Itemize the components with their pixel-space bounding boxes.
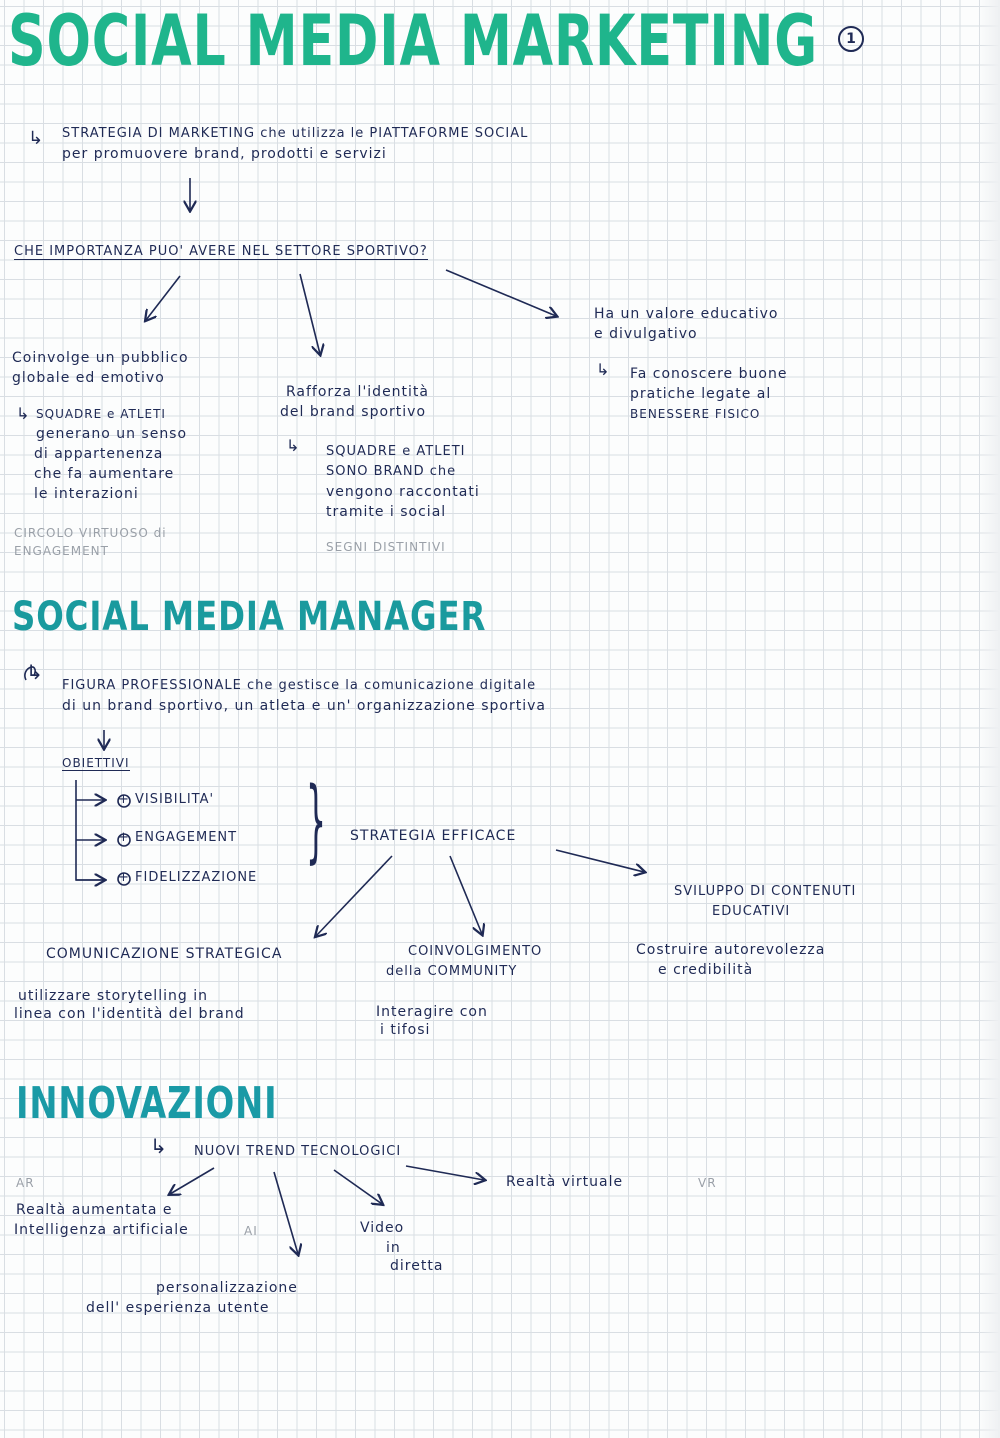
corner-arrow-icon: ↳ — [150, 1134, 168, 1158]
arrow-perso — [274, 1172, 298, 1254]
vr-label: VR — [698, 1176, 717, 1190]
ai-label: AI — [244, 1224, 258, 1238]
branch2-sub4: tramite i social — [326, 504, 447, 520]
branch1-note1: CIRCOLO VIRTUOSO di — [14, 526, 167, 540]
branch1-sub2: generano un senso — [36, 426, 188, 442]
question-heading: CHE IMPORTANZA PUO' AVERE NEL SETTORE SPORTIVO? — [14, 244, 428, 259]
definition-line1: STRATEGIA DI MARKETING che utilizza le PIATTAFORME SOCIAL — [62, 126, 529, 141]
s3-title1: SVILUPPO DI CONTENUTI — [674, 884, 857, 899]
sm-definition-line2: di un brand sportivo, un atleta e un' organizzazione sportiva — [62, 698, 546, 714]
branch3-line1: Ha un valore educativo — [594, 306, 779, 322]
branch1-note2: ENGAGEMENT — [14, 544, 109, 558]
s1-title: COMUNICAZIONE STRATEGICA — [46, 946, 283, 962]
s2-title2: della COMMUNITY — [386, 964, 518, 979]
objectives-label: OBIETTIVI — [62, 756, 130, 770]
definition-line2: per promuovere brand, prodotti e servizi — [62, 146, 387, 162]
branch3-line2: e divulgativo — [594, 326, 698, 342]
branch3-sub3: BENESSERE FISICO — [630, 407, 761, 421]
arrow-branch1 — [146, 276, 180, 320]
ar-line2: Intelligenza artificiale — [14, 1222, 189, 1238]
corner-arrow-icon: ↳ — [16, 404, 31, 423]
brace-icon: } — [306, 768, 327, 873]
arrow-vr — [406, 1166, 484, 1180]
title-social-media-manager: SOCIAL MEDIA MANAGER — [12, 594, 487, 640]
objective-engagement: + ENGAGEMENT — [118, 830, 238, 845]
vr-text: Realtà virtuale — [506, 1174, 624, 1190]
branch2-sub1: SQUADRE e ATLETI — [326, 444, 466, 459]
s3-title2: EDUCATIVI — [712, 904, 791, 919]
branch2-line1: Rafforza l'identità — [286, 384, 430, 400]
branch2-note: SEGNI DISTINTIVI — [326, 540, 446, 554]
objectives-tree — [76, 780, 104, 880]
branch1-sub4: che fa aumentare — [34, 466, 175, 482]
corner-arrow-icon: ↳ — [28, 128, 45, 149]
innov-subtitle: NUOVI TREND TECNOLOGICI — [194, 1144, 402, 1159]
arrow-branch2 — [300, 274, 320, 354]
branch1-line1: Coinvolge un pubblico — [12, 350, 189, 366]
arrow-branch3 — [446, 270, 556, 316]
branch3-sub2: pratiche legate al — [630, 386, 772, 402]
strategy-label: STRATEGIA EFFICACE — [350, 828, 517, 844]
branch1-line2: globale ed emotivo — [12, 370, 165, 386]
branch3-sub1: Fa conoscere buone — [630, 366, 788, 382]
perso-line2: dell' esperienza utente — [86, 1300, 270, 1316]
corner-arrow-icon: ↳ — [286, 436, 301, 455]
branch1-sub5: le interazioni — [34, 486, 139, 502]
s1-text2: linea con l'identità del brand — [14, 1006, 245, 1022]
page-number: 1 — [838, 26, 864, 52]
loop-stroke — [25, 667, 35, 680]
s2-title1: COINVOLGIMENTO — [408, 944, 543, 959]
branch1-sub1: SQUADRE e ATLETI — [36, 407, 166, 421]
s2-text1: Interagire con — [376, 1004, 488, 1020]
branch2-sub2: SONO BRAND che — [326, 464, 457, 479]
branch2-sub3: vengono raccontati — [326, 484, 480, 500]
arrow-s2 — [450, 856, 482, 934]
video-line3: diretta — [390, 1258, 444, 1274]
loop-arrow-icon: ↳ — [26, 660, 44, 684]
title-social-media-marketing: SOCIAL MEDIA MARKETING — [8, 0, 818, 82]
perso-line1: personalizzazione — [156, 1280, 298, 1296]
s3-text2: e credibilità — [658, 962, 754, 978]
s1-text1: utilizzare storytelling in — [18, 988, 208, 1004]
arrow-s1 — [316, 856, 392, 936]
ar-line1: Realtà aumentata e — [16, 1202, 173, 1218]
s2-text2: i tifosi — [380, 1022, 431, 1038]
video-line2: in — [386, 1240, 401, 1256]
title-innovazioni: INNOVAZIONI — [16, 1078, 278, 1129]
corner-arrow-icon: ↳ — [596, 360, 611, 379]
s3-text1: Costruire autorevolezza — [636, 942, 826, 958]
branch2-line2: del brand sportivo — [280, 404, 427, 420]
arrow-s3 — [556, 850, 644, 872]
arrow-ar — [170, 1168, 214, 1194]
arrow-video — [334, 1170, 382, 1204]
objective-visibilita: + VISIBILITA' — [118, 792, 215, 807]
sm-definition-line1: FIGURA PROFESSIONALE che gestisce la comunicazione digitale — [62, 678, 537, 693]
objective-fidelizzazione: + FIDELIZZAZIONE — [118, 870, 258, 885]
ar-label: AR — [16, 1176, 35, 1190]
video-line1: Video — [360, 1220, 405, 1236]
branch1-sub3: di appartenenza — [34, 446, 164, 462]
